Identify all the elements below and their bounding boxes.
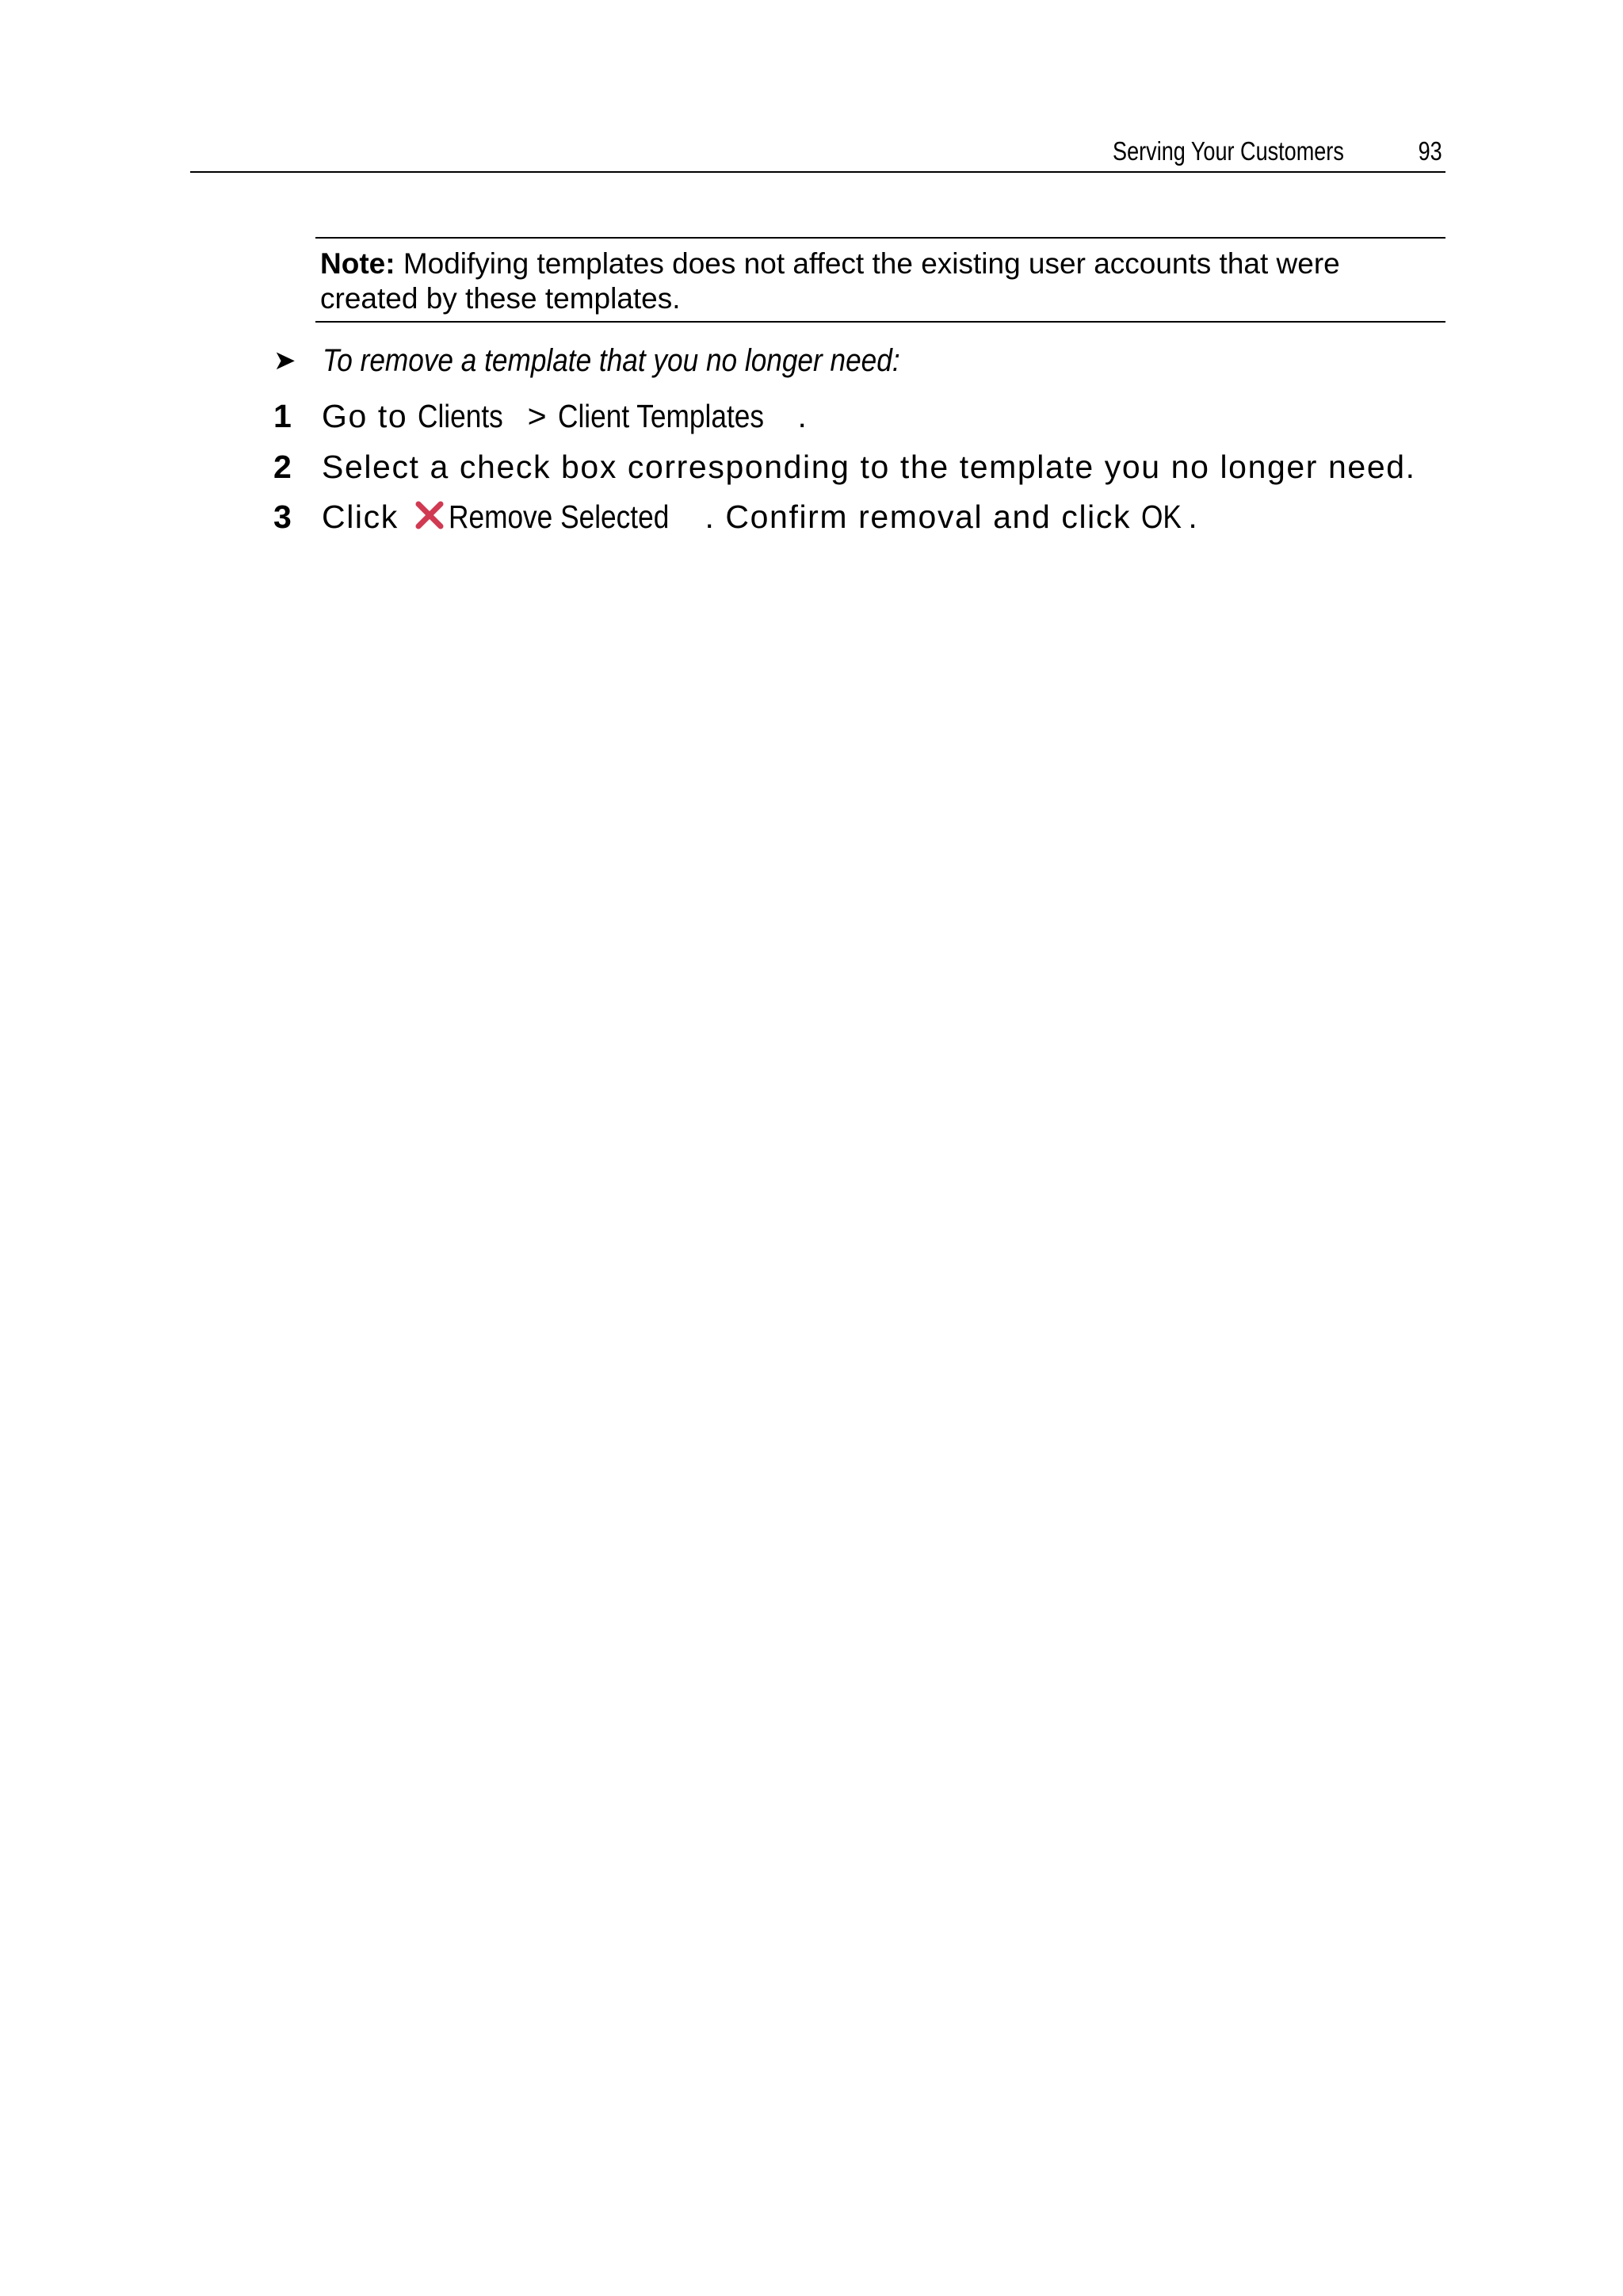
step-text: Go to [322, 398, 418, 434]
menu-clients: Clients [418, 398, 504, 434]
step-number: 1 [273, 398, 292, 434]
step-text: Select a check box corresponding to the template you no longer need. [322, 449, 1416, 485]
note-box [315, 237, 1445, 323]
step-3 [273, 499, 1198, 536]
page-number: 93 [1418, 136, 1442, 166]
step-number: 2 [273, 449, 292, 485]
menu-client-templates: Client Templates [558, 398, 765, 434]
note-text: Modifying templates does not affect the existing user accounts that were created by these templates. [320, 247, 1340, 315]
step-2 [273, 449, 1416, 486]
step-1 [273, 398, 808, 435]
step-text: Click [322, 499, 409, 535]
procedure-heading [273, 343, 979, 379]
step-suffix: . [1188, 499, 1199, 535]
arrow-bullet-icon: ➤ [273, 346, 296, 376]
remove-selected-label: Remove Selected [448, 499, 670, 535]
note-label: Note: [320, 247, 395, 280]
step-suffix: . [797, 398, 808, 434]
menu-separator: > [517, 398, 559, 434]
step-text-middle: . Confirm removal and click [705, 499, 1142, 535]
step-number: 3 [273, 499, 292, 535]
remove-x-icon [414, 499, 445, 531]
running-header-title: Serving Your Customers [1113, 136, 1344, 166]
ok-label: OK [1141, 499, 1182, 535]
procedure-heading-text: To remove a template that you no longer need: [323, 343, 900, 378]
page-header [190, 132, 1445, 173]
